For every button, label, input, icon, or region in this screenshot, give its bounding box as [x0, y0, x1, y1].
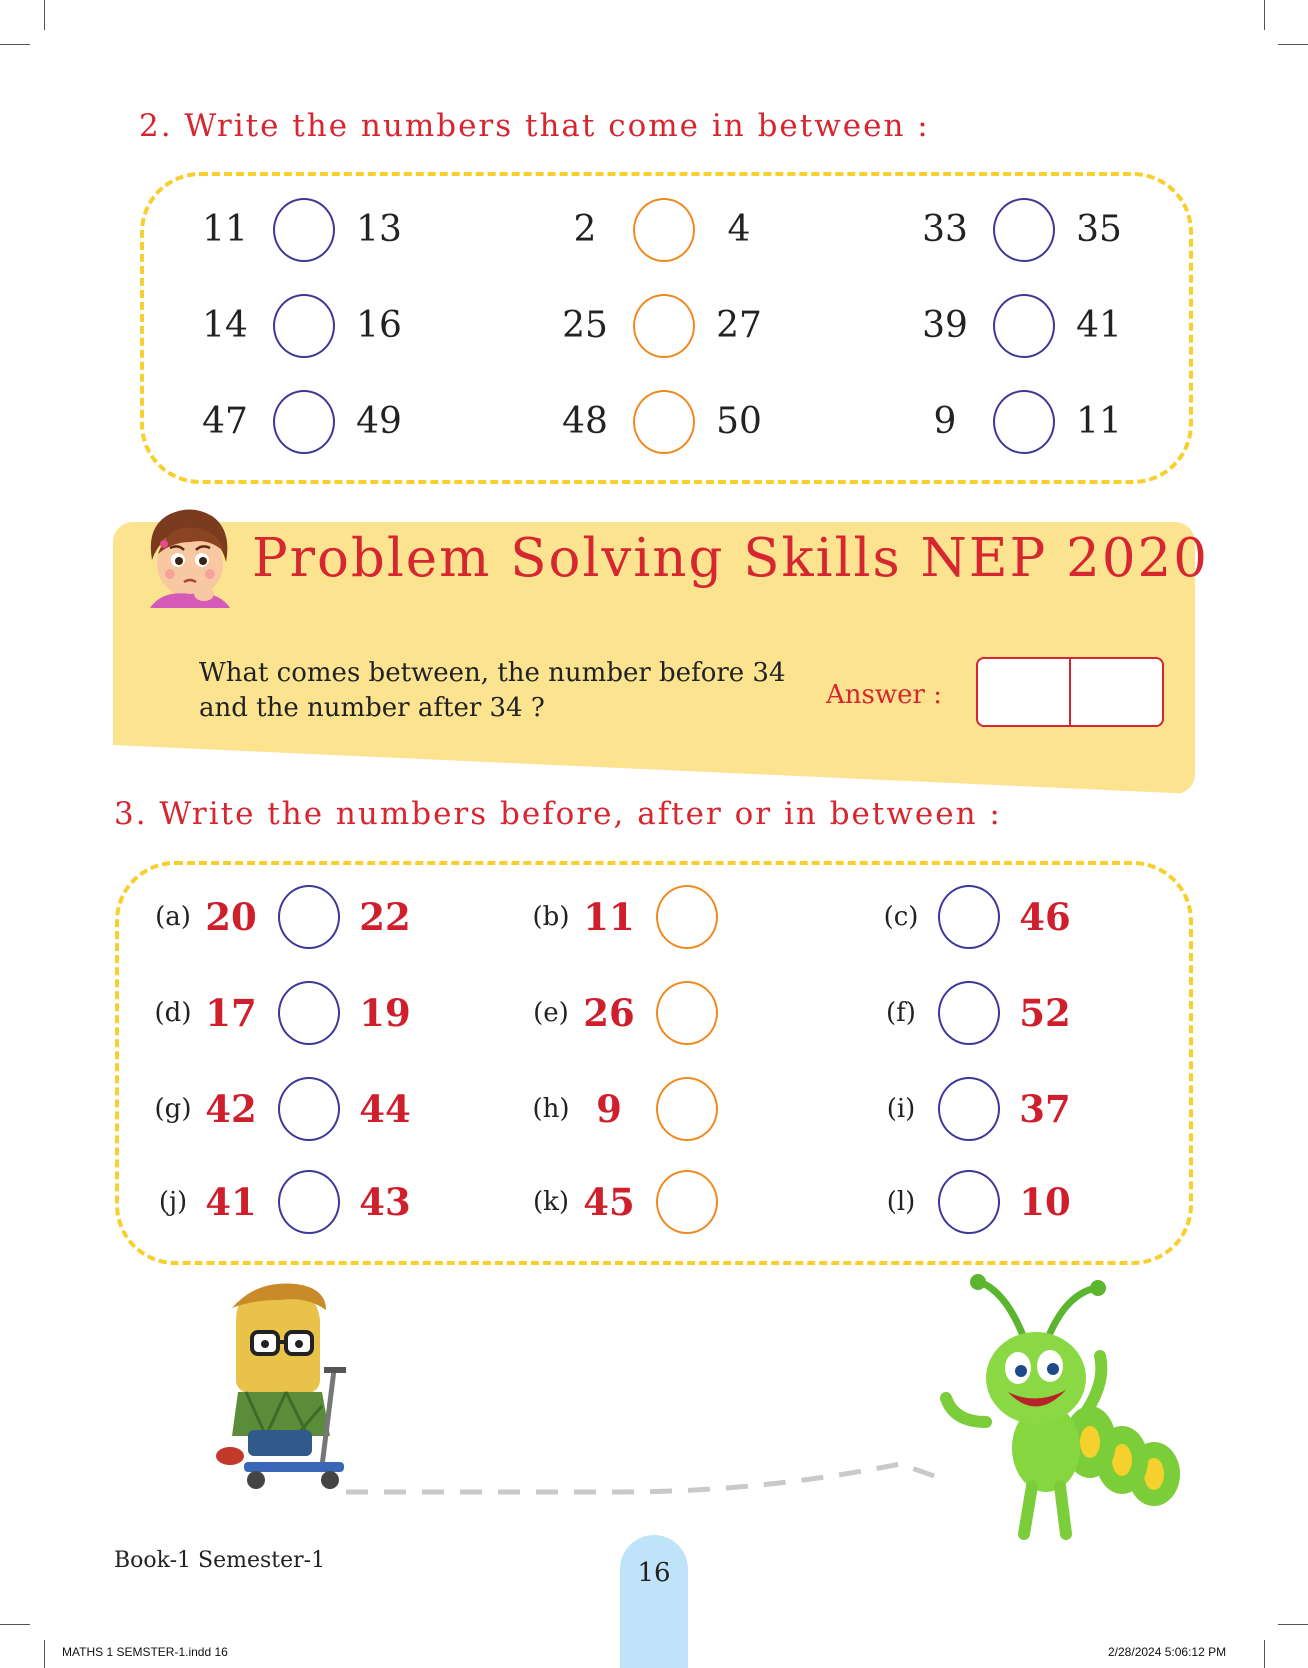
q2-number-after: 35: [1076, 209, 1122, 250]
caterpillar-icon: [936, 1272, 1196, 1542]
q3-item-label: (a): [155, 902, 191, 932]
q3-number-right: 37: [1019, 1087, 1071, 1131]
q3-number-left: 45: [583, 1180, 635, 1224]
q3-number-left: 11: [583, 895, 635, 939]
q3-number-left: 41: [205, 1180, 257, 1224]
slug-file-info: MATHS 1 SEMSTER-1.indd 16: [62, 1645, 228, 1659]
answer-cell-ones[interactable]: [1069, 659, 1162, 725]
answer-label: Answer :: [826, 680, 942, 710]
q2-number-after: 41: [1076, 305, 1122, 346]
page-number-tab: [620, 1535, 688, 1668]
q3-item-label: (j): [158, 1187, 188, 1217]
crop-mark: [1264, 0, 1265, 30]
q2-number-before: 2: [573, 209, 597, 250]
q2-answer-circle[interactable]: [633, 198, 695, 262]
q3-number-left: 42: [205, 1087, 257, 1131]
q2-answer-circle[interactable]: [273, 294, 335, 358]
q2-number-before: 33: [922, 209, 968, 250]
q3-number-right: 52: [1019, 991, 1071, 1035]
q3-item-label: (g): [154, 1094, 192, 1124]
q2-number-after: 50: [716, 401, 762, 442]
q3-answer-circle[interactable]: [278, 885, 340, 949]
q2-answer-circle[interactable]: [993, 294, 1055, 358]
q3-item-label: (h): [532, 1094, 570, 1124]
q2-answer-circle[interactable]: [273, 198, 335, 262]
q3-number-right: 10: [1019, 1180, 1071, 1224]
q3-number-right: 43: [359, 1180, 411, 1224]
problem-question-line-2: and the number after 34 ?: [199, 693, 545, 723]
problem-question-line-1: What comes between, the number before 34: [199, 658, 786, 688]
dashed-path: [340, 1448, 940, 1508]
crop-mark: [1264, 1640, 1265, 1668]
q3-answer-circle[interactable]: [278, 1077, 340, 1141]
answer-box[interactable]: [976, 657, 1164, 727]
q2-number-before: 11: [202, 209, 248, 250]
q3-heading: 3. Write the numbers before, after or in between :: [114, 796, 1002, 832]
q2-answer-circle[interactable]: [633, 390, 695, 454]
q2-answer-circle[interactable]: [993, 198, 1055, 262]
q3-answer-circle[interactable]: [938, 885, 1000, 949]
q3-answer-circle[interactable]: [656, 1077, 718, 1141]
q3-number-left: 9: [596, 1087, 622, 1131]
q2-number-after: 13: [356, 209, 402, 250]
q2-number-before: 39: [922, 305, 968, 346]
problem-question: [199, 656, 799, 726]
q3-number-right: 22: [359, 895, 411, 939]
crop-mark: [1278, 44, 1308, 45]
crop-mark: [0, 1624, 30, 1625]
q3-number-left: 26: [583, 991, 635, 1035]
q3-number-right: 44: [359, 1087, 411, 1131]
q2-answer-circle[interactable]: [273, 390, 335, 454]
q3-item-label: (l): [886, 1187, 916, 1217]
q2-number-after: 27: [716, 305, 762, 346]
thinking-girl-icon: [140, 502, 240, 608]
q2-answer-circle[interactable]: [633, 294, 695, 358]
answer-cell-tens[interactable]: [978, 659, 1069, 725]
q3-item-label: (i): [886, 1094, 916, 1124]
crop-mark: [0, 44, 30, 45]
crop-mark: [44, 0, 45, 30]
q3-number-right: 46: [1019, 895, 1071, 939]
q3-item-label: (c): [883, 902, 919, 932]
q3-number-left: 20: [205, 895, 257, 939]
q2-number-before: 14: [202, 305, 248, 346]
q3-number-right: 19: [359, 991, 411, 1035]
q3-answer-circle[interactable]: [656, 1170, 718, 1234]
q3-answer-circle[interactable]: [656, 885, 718, 949]
q2-number-after: 16: [356, 305, 402, 346]
q2-number-after: 11: [1076, 401, 1122, 442]
q3-item-label: (d): [154, 998, 192, 1028]
q2-answer-circle[interactable]: [993, 390, 1055, 454]
q3-item-label: (f): [886, 998, 916, 1028]
slug-date-time: 2/28/2024 5:06:12 PM: [1108, 1645, 1227, 1659]
page-number: 16: [637, 1558, 671, 1588]
q3-answer-circle[interactable]: [938, 1077, 1000, 1141]
crop-mark: [44, 1640, 45, 1668]
q2-number-before: 47: [202, 401, 248, 442]
crop-mark: [1278, 1624, 1308, 1625]
q2-number-before: 48: [562, 401, 608, 442]
q2-number-before: 25: [562, 305, 608, 346]
q2-number-before: 9: [933, 401, 957, 442]
q3-item-label: (e): [533, 998, 569, 1028]
q3-answer-circle[interactable]: [938, 981, 1000, 1045]
q3-answer-circle[interactable]: [656, 981, 718, 1045]
q2-number-after: 49: [356, 401, 402, 442]
q2-number-after: 4: [727, 209, 751, 250]
q3-item-label: (k): [532, 1187, 570, 1217]
q3-number-left: 17: [205, 991, 257, 1035]
q3-answer-circle[interactable]: [938, 1170, 1000, 1234]
q3-answer-circle[interactable]: [278, 981, 340, 1045]
q2-heading: 2. Write the numbers that come in between :: [139, 108, 930, 144]
footer-book-label: Book-1 Semester-1: [114, 1548, 326, 1573]
q3-answer-circle[interactable]: [278, 1170, 340, 1234]
problem-title: Problem Solving Skills NEP 2020: [252, 528, 1209, 589]
q3-item-label: (b): [532, 902, 570, 932]
